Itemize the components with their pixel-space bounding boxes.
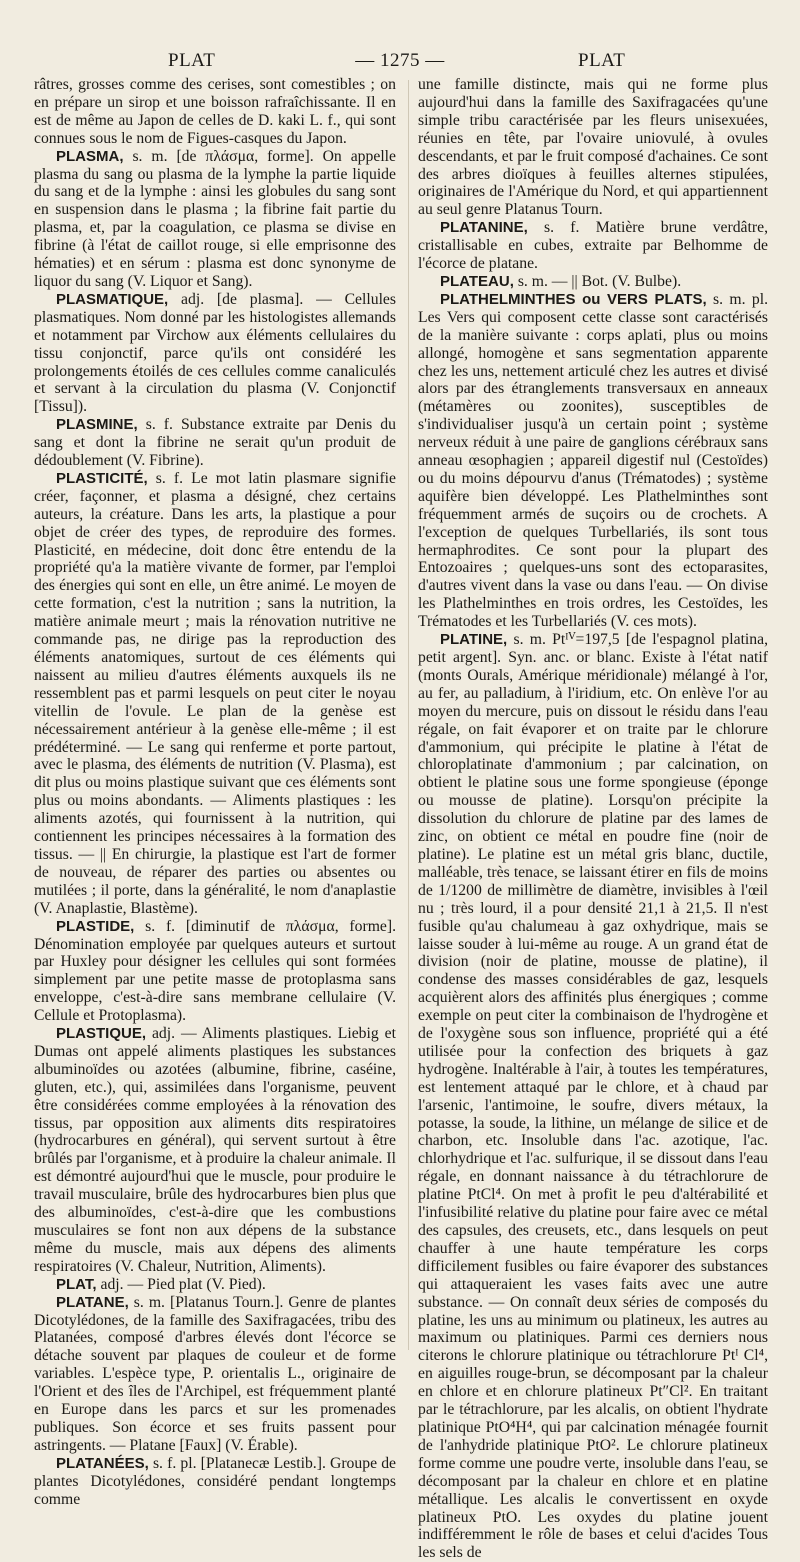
entry-headword: PLASMA, bbox=[56, 147, 124, 165]
dictionary-entry bbox=[34, 416, 396, 470]
entry-headword: PLATANÉES, bbox=[56, 1454, 149, 1472]
entry-text: s. f. pl. [Platanecæ Lestib.]. Groupe de plantes Dicotylédones, considéré pendant longtemps comme bbox=[34, 1454, 396, 1508]
dictionary-entry bbox=[34, 148, 396, 291]
entry-headword: PLATHELMINTHES ou VERS PLATS, bbox=[440, 290, 707, 308]
dictionary-entry bbox=[418, 631, 768, 1562]
dictionary-entry bbox=[418, 76, 768, 219]
running-header bbox=[0, 44, 800, 74]
column-divider bbox=[408, 80, 409, 1350]
entry-text: râtres, grosses comme des cerises, sont comestibles ; on en prépare un sirop et une boisson rafraîchissante. Il en est de même au Japon de celles de D. kaki L. f., qui sont connues sous le nom de Figues-casques du Japon. bbox=[34, 76, 396, 147]
dictionary-entry bbox=[34, 918, 396, 1025]
entry-text: s. f. Matière brune verdâtre, cristallisable en cubes, extraite par Belhomme de l'écorce de platane. bbox=[418, 219, 768, 273]
entry-headword: PLAT, bbox=[56, 1275, 97, 1293]
page-number: — 1275 — bbox=[355, 50, 445, 71]
entry-text: s. m. — || Bot. (V. Bulbe). bbox=[517, 272, 682, 290]
entry-text: s. m. [Platanus Tourn.]. Genre de plantes Dicotylédones, de la famille des Saxifragacées, tribu des Platanées, composé d'arbres élevés dont l'écorce se détache souvent par plaques de couleur et de forme variables. L'espèce type, P. orientalis L., originaire de l'Orient et des îles de l'Archipel, est fréquemment planté en Europe dans les parcs et sur les promenades publiques. Son écorce et ses fruits passent pour astringents. — Platane [Faux] (V. Érable). bbox=[34, 1293, 397, 1454]
dictionary-entry bbox=[34, 291, 396, 416]
entry-headword: PLASTICITÉ, bbox=[56, 469, 148, 487]
entry-text: s. f. Le mot latin plasmare signifie créer, façonner, et plasma a désigné, chez certains auteurs, la créature. Dans les arts, la plastique a pour objet de créer des types, de reproduire des formes. Plasticité, en médecine, doit donc être entendu de la propriété qu'a la matière vivante de former, par l'emploi des énergies qui sont en elle, un être animé. Le moyen de cette formation, c'est la nutrition ; sans la nutrition, la matière animale meurt ; mais la rénovation nutritive ne commande pas, ne dirige pas la reproduction des éléments anatomiques, surtout de ces éléments qui naissent au milieu d'autres éléments auxquels ils ne ressemblent pas et parmi lesquels on peut citer le noyau vitellin de l'ovule. Le plan de la genèse est nécessairement antérieur à la genèse elle-même ; il est prédéterminé. — Le sang qui renferme et porte partout, avec le plasma, des éléments de nutrition (V. Plasma), est dit plus ou moins plastique suivant que ces éléments sont plus ou moins abondants. — Aliments plastiques : les aliments azotés, qui fournissent à la nutrition, qui contiennent les principes nécessaires à la formation des tissus. — || En chirurgie, la plastique est l'art de former de nouveau, de réparer des parties ou absentes ou mutilées ; il porte, dans la généralité, le nom d'anaplastie (V. Anaplastie, Blastème). bbox=[34, 469, 396, 917]
right-column bbox=[418, 76, 769, 1562]
header-left-word: PLAT bbox=[168, 50, 216, 71]
dictionary-entry bbox=[34, 1294, 396, 1455]
entry-headword: PLATANE, bbox=[56, 1293, 129, 1311]
entry-headword: PLASMINE, bbox=[56, 416, 138, 434]
entry-text: s. f. [diminutif de πλάσμα, forme]. Dénomination employée par quelques auteurs et surtout par Huxley pour désigner les cellules qui sont formées simplement par une petite masse de protoplasma sans enveloppe, c'est-à-dire sans membrane cellulaire (V. Cellule et Protoplasma). bbox=[34, 917, 397, 1025]
dictionary-entry bbox=[34, 470, 396, 918]
dictionary-entry bbox=[418, 219, 768, 273]
entry-headword: PLASTIDE, bbox=[56, 917, 135, 935]
entry-headword: PLATEAU, bbox=[440, 272, 514, 290]
entry-headword: PLASTIQUE, bbox=[56, 1025, 147, 1043]
entry-headword: PLATINE, bbox=[440, 631, 508, 649]
entry-headword: PLASMATIQUE, bbox=[56, 290, 169, 308]
entry-text: s. m. pl. Les Vers qui composent cette classe sont caractérisés de la manière suivante : corps aplati, plus ou moins allongé, homogène et sans segmentation apparente chez les uns, nettement articulé chez les autres et divisé alors par des étranglements transversaux en anneaux (métamères ou zoonites), susceptibles de s'individualiser jusqu'à un certain point ; système nerveux réduit à une paire de ganglions cérébraux sans anneau œsophagien ; appareil digestif nul (Cestoïdes) ou du moins dépourvu d'anus (Trématodes) ; système aquifère bien développé. Les Plathelminthes sont fréquemment armés de suçoirs ou de crochets. A l'exception de quelques Turbellariés, ils sont tous hermaphrodites. Ce sont pour la plupart des Entozoaires ; quelques-uns sont des ectoparasites, d'autres vivent dans la vase ou dans l'eau. — On divise les Plathelminthes en trois ordres, les Cestoïdes, les Trématodes et les Turbellariés (V. ces mots). bbox=[418, 290, 768, 631]
entry-text: s. m. [de πλάσμα, forme]. On appelle plasma du sang ou plasma de la lymphe la partie liquide du sang et de la lymphe : ainsi les globules du sang sont en suspension dans le plasma ; la fibrine fait partie du plasma, et, par la coagulation, ce plasma se divise en fibrine (à l'état de caillot rouge, si elle emprisonne des hématies) et en sérum : plasma est donc synonyme de liquor du sang (V. Liquor et Sang). bbox=[34, 147, 396, 290]
left-column bbox=[34, 76, 397, 1508]
dictionary-entry bbox=[418, 273, 768, 291]
dictionary-entry bbox=[418, 291, 768, 631]
entry-headword: PLATANINE, bbox=[440, 219, 528, 237]
entry-text: adj. [de plasma]. — Cellules plasmatiques. Nom donné par les histologistes allemands et notamment par Virchow aux éléments cellulaires du tissu conjonctif, parce qu'ils ont considéré les prolongements étoilés de ces cellules comme canaliculés et servant à la circulation du plasma (V. Conjonctif [Tissu]). bbox=[34, 290, 396, 416]
dictionary-entry bbox=[34, 76, 396, 148]
entry-text: s. f. Substance extraite par Denis du sang et dont la fibrine ne serait qu'un produit de dédoublement (V. Fibrine). bbox=[34, 416, 396, 470]
entry-text: s. m. Ptᴵⱽ=197,5 [de l'espagnol platina, petit argent]. Syn. anc. or blanc. Existe à l'état natif (monts Ourals, Amérique méridionale) mélangé à l'or, au fer, au palladium, à l'iridium, etc. On enlève l'or au moyen du mercure, puis on dissout le résidu dans l'eau régale, on fait évaporer et on traite par le chlorure d'ammonium, qui précipite le platine à l'état de chloroplatinate d'ammonium ; par calcination, on obtient le platine sous une forme spongieuse (éponge ou mousse de platine). Lorsqu'on précipite la dissolution du chlorure de platine par des lames de zinc, on obtient ce métal en poudre fine (noir de platine). Le platine est un métal gris blanc, ductile, malléable, très tenace, se laissant étirer en fils de moins de 1/1200 de millimètre de diamètre, invisibles à l'œil nu ; très lourd, il a pour densité 21,1 à 21,5. Il n'est fusible qu'au chalumeau à gaz oxhydrique, mais se laisse souder à lui-même au rouge. A un grand état de division (noir de platine, mousse de platine), il condense des masses considérables de gaz, lesquels acquièrent alors des affinités plus énergiques ; comme exemple on peut citer la combinaison de l'hydrogène et de l'oxygène sous son influence, propriété qui a été utilisée pour la confection des briquets à gaz hydrogène. Inaltérable à l'air, à toutes les températures, est lentement attaqué par le chlore, et à chaud par l'arsenic, l'antimoine, le soufre, divers métaux, la potasse, la soude, la lithine, un mélange de silice et de charbon, etc. Insoluble dans l'ac. azotique, l'ac. chlorhydrique et l'ac. sulfurique, il se dissout dans l'eau régale, en donnant naissance à du tétrachlorure de platine PtCl⁴. On met à profit le peu d'altérabilité et l'infusibilité relative du platine pour faire avec ce métal des capsules, des creusets, etc., dans lesquels on peut chauffer à une haute température les corps difficilement fusibles ou faire évaporer des substances qui attaqueraient les vases faits avec une autre substance. — On connaît deux séries de composés du platine, les uns au minimum ou platineux, les autres au maximum ou platiniques. Parmi ces derniers nous citerons le chlorure platinique ou tétrachlorure Ptᴵ Cl⁴, en aiguilles rouge-brun, se décomposant par la chaleur en chlore et en chlorure platineux Pt″Cl². En traitant par le tétrachlorure, par les alcalis, on obtient l'hydrate platinique PtO⁴H⁴, qui par calcination ménagée fournit de l'anhydride platinique PtO². Le chlorure platineux forme comme une poudre verte, insoluble dans l'eau, se décomposant par la chaleur en chlore et en platine métallique. Les alcalis le convertissent en oxyde platineux PtO. Les oxydes du platine jouent indifféremment le rôle de bases et celui d'acides Tous les sels de bbox=[418, 631, 769, 1562]
header-right-word: PLAT bbox=[578, 50, 626, 71]
dictionary-entry bbox=[34, 1276, 396, 1294]
entry-text: une famille distincte, mais qui ne forme plus aujourd'hui dans la famille des Saxifragacées qu'une simple tribu caractérisée par les fleurs unisexuées, réunies en tête, par l'ovaire uniovulé, à ovules descendants, et par le fruit composé d'achaines. Ce sont des arbres dioïques à feuilles alternes stipulées, originaires de l'Amérique du Nord, et qui appartiennent au seul genre Platanus Tourn. bbox=[418, 76, 768, 219]
entry-text: adj. — Aliments plastiques. Liebig et Dumas ont appelé aliments plastiques les substances albuminoïdes ou azotées (albumine, fibrine, caséine, gluten, etc.), qui, assimilées dans l'organisme, peuvent être considérées comme employées à la rénovation des tissus, par opposition aux aliments dits respiratoires (hydrocarbures en général), qui servent surtout à être brûlés par l'organisme, et à produire la chaleur animale. Il est démontré aujourd'hui que le muscle, pour produire le travail musculaire, brûle des hydrocarbures bien plus que des albuminoïdes, c'est-à-dire que les combustions musculaires se font non aux dépens de la substance même du muscle, mais aux dépens des aliments respiratoires (V. Chaleur, Nutrition, Aliments). bbox=[34, 1025, 396, 1275]
entry-text: adj. — Pied plat (V. Pied). bbox=[100, 1275, 266, 1293]
dictionary-entry bbox=[34, 1025, 396, 1276]
dictionary-entry bbox=[34, 1455, 396, 1509]
